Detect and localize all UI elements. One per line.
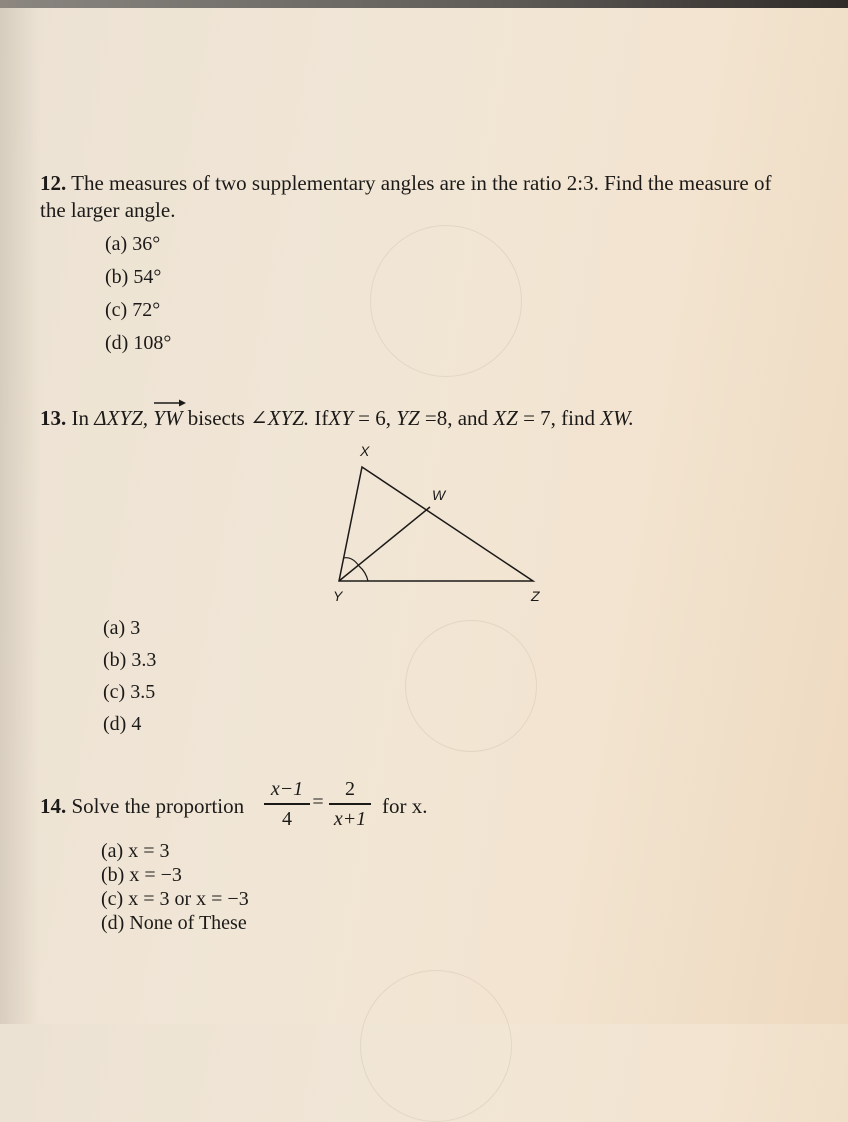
q13-bisects: bisects bbox=[187, 406, 245, 430]
q12-option-d: (d) 108° bbox=[105, 332, 172, 354]
frac1-bar bbox=[264, 803, 310, 805]
frac2-numerator: 2 bbox=[345, 778, 355, 800]
q12-line2: the larger angle. bbox=[40, 198, 176, 222]
frac1-denominator: 4 bbox=[282, 808, 292, 830]
q14-option-b: (b) x = −3 bbox=[101, 864, 182, 886]
q14-line bbox=[40, 793, 244, 820]
q13-if: If bbox=[314, 406, 329, 430]
q14-prefix: Solve the proportion bbox=[71, 794, 245, 818]
q13-number: 13. bbox=[40, 406, 67, 430]
point-w-label: W bbox=[432, 487, 446, 503]
triangle-xyz bbox=[339, 467, 533, 581]
q12-number: 12. bbox=[40, 171, 67, 195]
q13-xw: XW. bbox=[600, 406, 634, 430]
q13-xz-val: = 7, find bbox=[523, 406, 595, 430]
q13-triangle: ΔXYZ, bbox=[94, 406, 149, 430]
q13-yz-val: =8, and bbox=[424, 406, 489, 430]
frac1-numerator: x−1 bbox=[270, 778, 304, 800]
q12-option-c: (c) 72° bbox=[105, 299, 161, 321]
q13-angle: ∠XYZ. bbox=[250, 406, 310, 430]
q13-in: In bbox=[71, 406, 89, 430]
q12-option-a: (a) 36° bbox=[105, 233, 161, 255]
q13-ray-text: YW bbox=[153, 406, 183, 430]
angle-arc-2 bbox=[359, 566, 368, 581]
q13-option-c: (c) 3.5 bbox=[103, 681, 156, 703]
q14-option-d: (d) None of These bbox=[101, 912, 247, 934]
frac2-bar bbox=[329, 803, 371, 805]
frac-equals: = bbox=[312, 791, 324, 813]
q13-option-d: (d) 4 bbox=[103, 713, 142, 735]
q14-option-a: (a) x = 3 bbox=[101, 840, 170, 862]
show-through-circle-2 bbox=[405, 620, 537, 752]
vertex-z-label: Z bbox=[531, 588, 540, 604]
q13-xy-val: = 6, bbox=[358, 406, 392, 430]
angle-arc-1 bbox=[343, 558, 359, 566]
q12-text: The measures of two supplementary angles are in the ratio 2:3. Find the measure of bbox=[71, 171, 772, 195]
q13-xz: XZ bbox=[493, 406, 518, 430]
frac2-denominator: x+1 bbox=[333, 808, 367, 830]
q14-option-c: (c) x = 3 or x = −3 bbox=[101, 888, 249, 910]
vertex-y-label: Y bbox=[333, 588, 343, 604]
vertex-x-label: X bbox=[360, 443, 370, 459]
show-through-circle-3 bbox=[360, 970, 512, 1122]
q13-option-b: (b) 3.3 bbox=[103, 649, 157, 671]
bisector-yw bbox=[339, 507, 430, 581]
q13-xy: XY bbox=[328, 406, 353, 430]
q14-suffix: for x. bbox=[382, 794, 428, 818]
q12-option-b: (b) 54° bbox=[105, 266, 162, 288]
q14-number: 14. bbox=[40, 794, 67, 818]
q13-yz: YZ bbox=[396, 406, 420, 430]
q13-option-a: (a) 3 bbox=[103, 617, 141, 639]
